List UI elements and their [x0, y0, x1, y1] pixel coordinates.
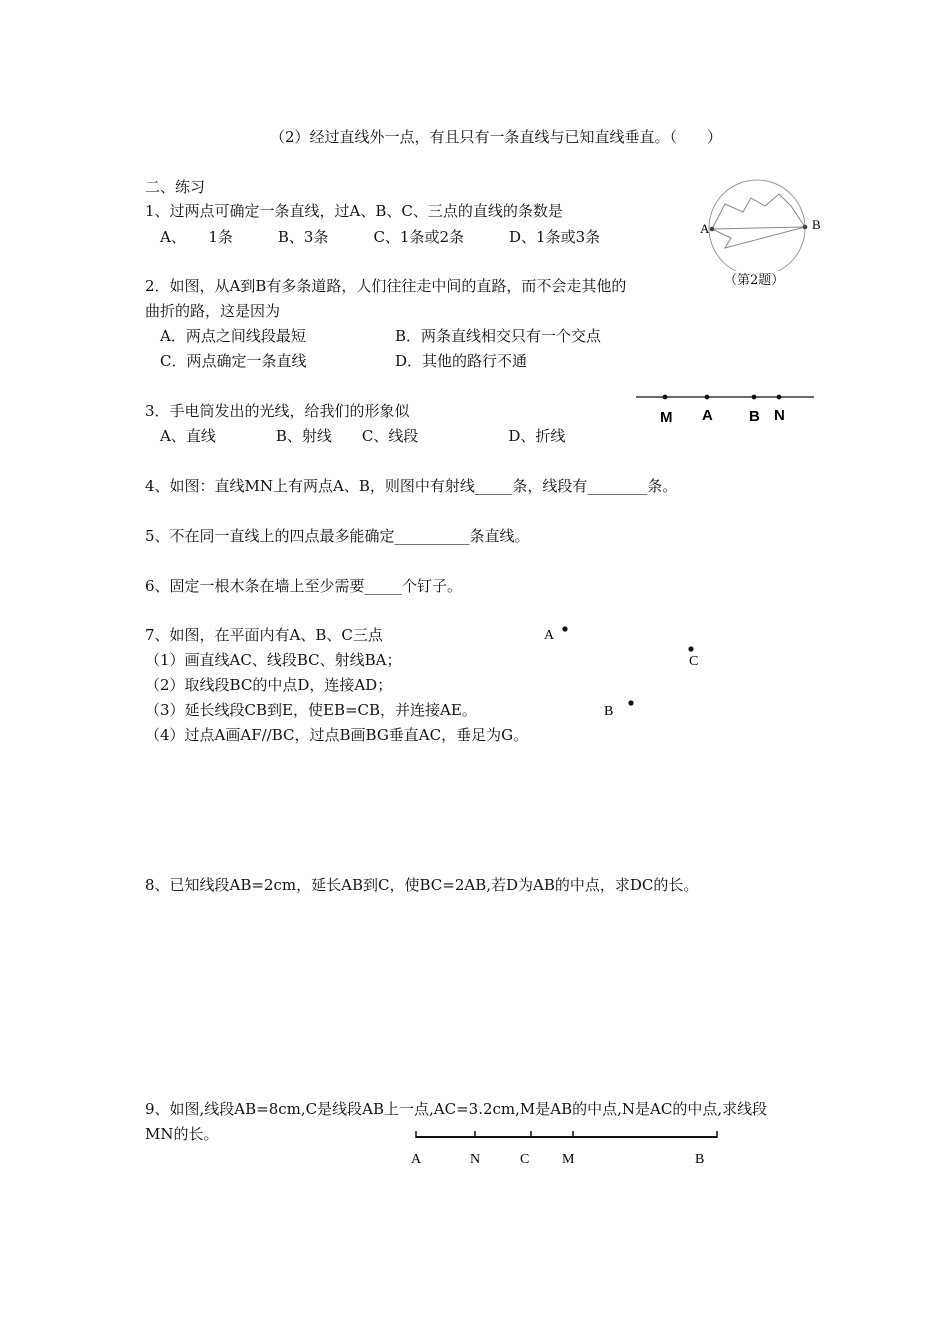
q3-label-n: N [774, 407, 785, 424]
q9-line1: 9、如图,线段AB=8cm,C是线段AB上一点,AC=3.2cm,M是AB的中点,N是AC的中点,求线段 [145, 1100, 768, 1118]
q9-label-c: C [520, 1152, 530, 1167]
q9-segment-figure [405, 1125, 735, 1173]
statement-2: （2）经过直线外一点，有且只有一条直线与已知直线垂直。（ ） [270, 128, 723, 146]
q7-label-b: B [604, 704, 614, 719]
q9-label-m: M [562, 1152, 575, 1167]
q2-stem-line2: 曲折的路，这是因为 [145, 302, 281, 320]
q7-sub3: （3）延长线段CB到E，使EB=CB，并连接AE。 [145, 701, 477, 719]
q7-stem: 7、如图，在平面内有A、B、C三点 [145, 626, 383, 644]
q3-label-m: M [660, 409, 673, 426]
q5-text: 5、不在同一直线上的四点最多能确定__________条直线。 [145, 527, 530, 545]
q2-point-b [803, 225, 808, 230]
q7-point-a [562, 626, 567, 631]
q2-road-figure [695, 176, 830, 271]
q2-straight-road [712, 227, 805, 229]
q7-label-c: C [689, 654, 699, 669]
q7-point-b [628, 700, 633, 705]
q6-text: 6、固定一根木条在墙上至少需要_____个钉子。 [145, 577, 463, 595]
q3-point-m [663, 395, 668, 400]
q9-label-n: N [470, 1152, 481, 1167]
q7-point-c [688, 646, 693, 651]
q7-sub4: （4）过点A画AF//BC，过点B画BG垂直AC，垂足为G。 [145, 726, 529, 744]
q2-label-a: A [700, 221, 710, 236]
q4-text: 4、如图：直线MN上有两点A、B，则图中有射线_____条，线段有________条。 [145, 477, 678, 495]
q8-text: 8、已知线段AB=2cm，延长AB到C，使BC=2AB,若D为AB的中点，求DC的长。 [145, 876, 699, 894]
q7-sub1: （1）画直线AC、线段BC、射线BA； [145, 651, 402, 669]
q3-label-a: A [702, 407, 713, 424]
q7-points-figure [535, 615, 715, 725]
q3-options: A、直线 B、射线 C、线段 D、折线 [160, 427, 566, 445]
q1-stem: 1、过两点可确定一条直线，过A、B、C、三点的直线的条数是 [145, 202, 563, 220]
q2-label-b: B [812, 217, 821, 232]
q2-lower-road [712, 227, 805, 248]
q2-figure-caption: （第2题） [724, 273, 785, 288]
q9-label-b: B [695, 1152, 705, 1167]
q3-point-b [752, 395, 757, 400]
q7-sub2: （2）取线段BC的中点D，连接AD； [145, 676, 393, 694]
q9-label-a: A [411, 1152, 422, 1167]
q3-line-figure [632, 388, 822, 428]
q2-point-a [710, 227, 715, 232]
q2-option-d: D．其他的路行不通 [395, 352, 528, 370]
q7-label-a: A [544, 628, 555, 643]
q2-upper-road [712, 194, 805, 229]
q2-option-c: C．两点确定一条直线 [160, 352, 307, 370]
q3-label-b: B [749, 408, 760, 425]
q1-options: A、 1条 B、3条 C、1条或2条 D、1条或3条 [160, 228, 601, 246]
q3-point-n [777, 395, 782, 400]
q2-option-b: B．两条直线相交只有一个交点 [395, 327, 602, 345]
q2-option-a: A．两点之间线段最短 [160, 327, 306, 345]
q9-line2: MN的长。 [145, 1125, 219, 1143]
section-title: 二、练习 [145, 178, 206, 196]
q2-stem-line1: 2．如图，从A到B有多条道路，人们往往走中间的直路，而不会走其他的 [145, 277, 627, 295]
q2-figure-circle [709, 180, 805, 271]
q3-stem: 3．手电筒发出的光线，给我们的形象似 [145, 402, 410, 420]
q3-point-a [705, 395, 710, 400]
